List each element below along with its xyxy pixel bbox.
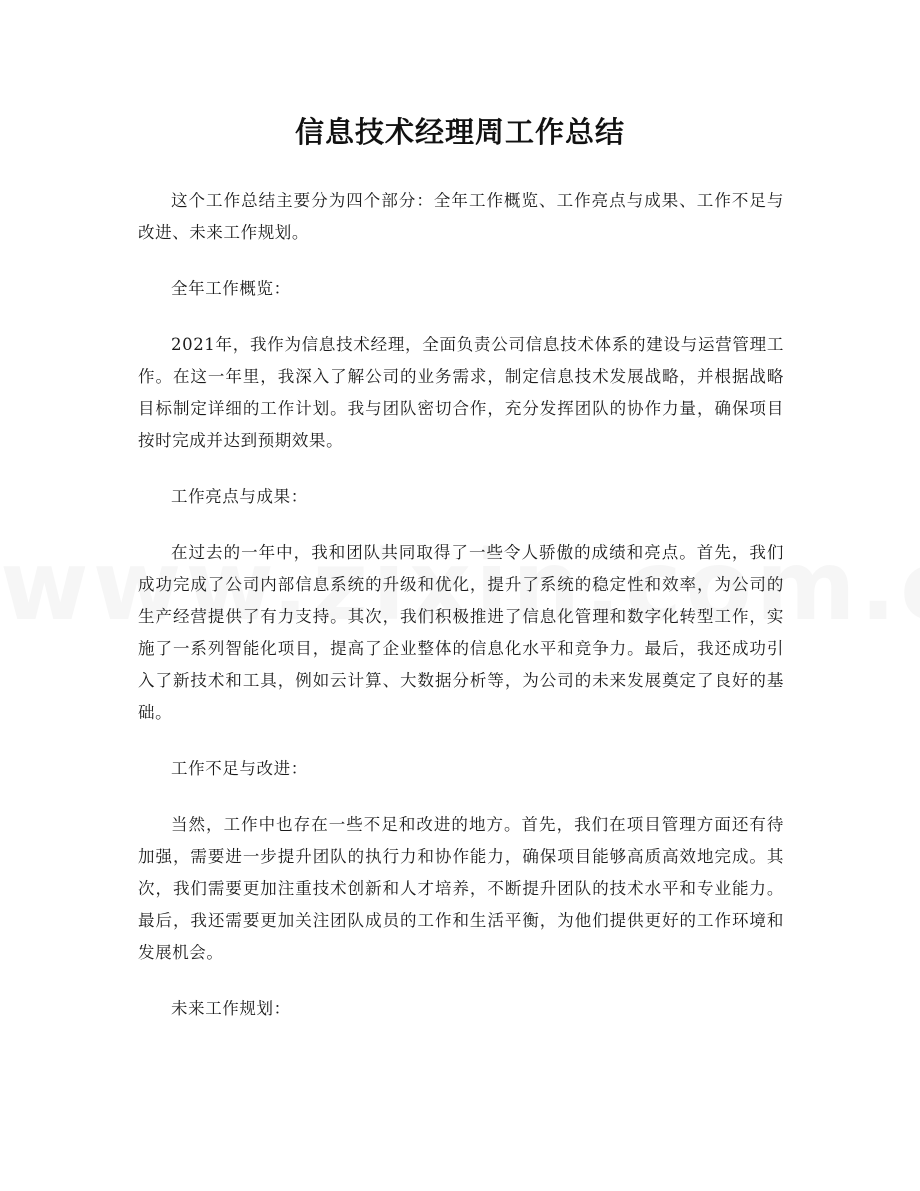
intro-paragraph: 这个工作总结主要分为四个部分：全年工作概览、工作亮点与成果、工作不足与改进、未来工作规划。 xyxy=(138,191,784,242)
page-title: 信息技术经理周工作总结 xyxy=(294,115,625,149)
overview-paragraph: 2021年，我作为信息技术经理，全面负责公司信息技术体系的建设与运营管理工作。在这一年里，我深入了解公司的业务需求，制定信息技术发展战略，并根据战略目标制定详细的工作计划。我与团队密切合作，充分发挥团队的协作力量，确保项目按时完成并达到预期效果。 xyxy=(138,335,784,450)
highlights-paragraph: 在过去的一年中，我和团队共同取得了一些令人骄傲的成绩和亮点。首先，我们成功完成了公司内部信息系统的升级和优化，提升了系统的稳定性和效率，为公司的生产经营提供了有力支持。其次，我们积极推进了信息化管理和数字化转型工作，实施了一系列智能化项目，提高了企业整体的信息化水平和竞争力。最后，我还成功引入了新技术和工具，例如云计算、大数据分析等，为公司的未来发展奠定了良好的基础。 xyxy=(138,543,784,722)
section-heading-overview: 全年工作概览： xyxy=(171,279,291,298)
improvements-paragraph: 当然，工作中也存在一些不足和改进的地方。首先，我们在项目管理方面还有待加强，需要进一步提升团队的执行力和协作能力，确保项目能够高质高效地完成。其次，我们需要更加注重技术创新和人才培养，不断提升团队的技术水平和专业能力。最后，我还需要更加关注团队成员的工作和生活平衡，为他们提供更好的工作环境和发展机会。 xyxy=(138,815,784,962)
section-heading-highlights: 工作亮点与成果： xyxy=(171,487,308,506)
document-body xyxy=(138,185,784,1049)
section-heading-improvements: 工作不足与改进： xyxy=(171,759,308,778)
section-heading-future-plan: 未来工作规划： xyxy=(171,999,291,1018)
